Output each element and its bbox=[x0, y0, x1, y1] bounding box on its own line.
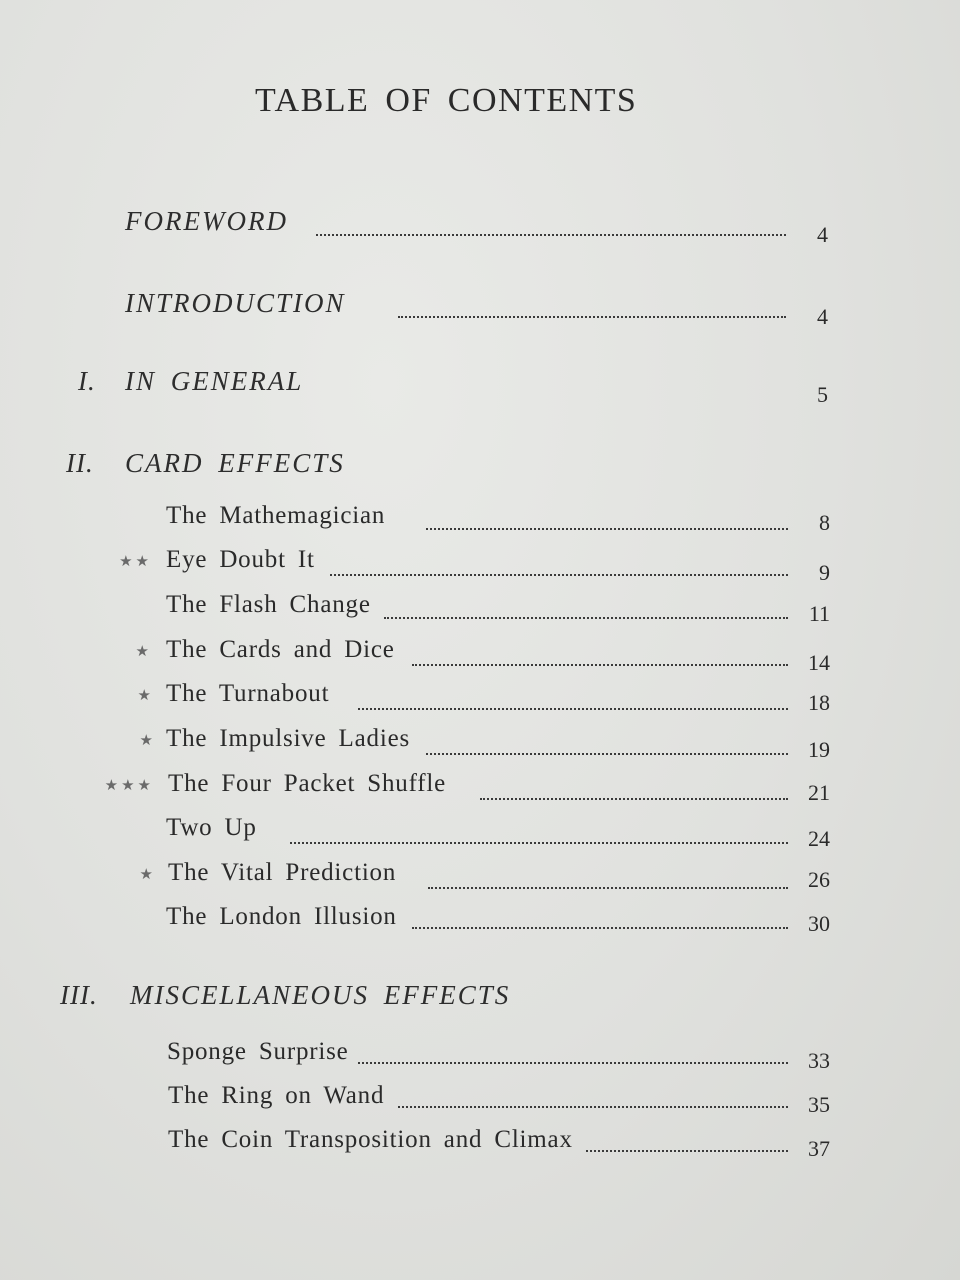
page-number: 26 bbox=[808, 867, 830, 892]
difficulty-stars: ★ bbox=[135, 644, 152, 660]
page-number: 30 bbox=[808, 911, 830, 936]
toc-section-card-effects bbox=[0, 448, 960, 488]
dot-leader bbox=[330, 574, 788, 576]
page-number: 8 bbox=[819, 510, 830, 535]
toc-entry bbox=[0, 680, 960, 720]
section-numeral: II. bbox=[66, 448, 94, 478]
toc-entry bbox=[0, 814, 960, 854]
entry-label: The Four Packet Shuffle bbox=[168, 770, 447, 797]
page-number: 5 bbox=[817, 382, 828, 407]
entry-label: Sponge Surprise bbox=[167, 1038, 349, 1065]
toc-entry bbox=[0, 1082, 960, 1122]
page-number: 4 bbox=[817, 222, 828, 247]
page-number: 24 bbox=[808, 826, 830, 851]
page-number: 9 bbox=[819, 560, 830, 585]
dot-leader bbox=[480, 798, 788, 800]
toc-entry bbox=[0, 859, 960, 899]
dot-leader bbox=[398, 316, 786, 318]
entry-label: The Vital Prediction bbox=[168, 859, 397, 886]
toc-entry bbox=[0, 903, 960, 943]
entry-label: The London Illusion bbox=[166, 903, 397, 930]
dot-leader bbox=[426, 753, 788, 755]
entry-label: The Coin Transposition and Climax bbox=[168, 1126, 573, 1153]
toc-entry bbox=[0, 1126, 960, 1166]
dot-leader bbox=[412, 927, 788, 929]
dot-leader bbox=[384, 617, 788, 619]
dot-leader bbox=[426, 528, 788, 530]
entry-label: The Mathemagician bbox=[166, 502, 386, 529]
entry-label: The Ring on Wand bbox=[168, 1082, 385, 1109]
difficulty-stars: ★★★ bbox=[104, 778, 154, 794]
difficulty-stars: ★ bbox=[139, 733, 156, 749]
page-number: 19 bbox=[808, 737, 830, 762]
section-label: MISCELLANEOUS EFFECTS bbox=[130, 980, 511, 1010]
toc-label: FOREWORD bbox=[125, 206, 288, 236]
page-title: TABLE OF CONTENTS bbox=[255, 82, 638, 119]
page-number: 21 bbox=[808, 780, 830, 805]
entry-label: The Flash Change bbox=[166, 591, 371, 618]
dot-leader bbox=[290, 842, 788, 844]
page-number: 37 bbox=[808, 1136, 830, 1161]
dot-leader bbox=[428, 887, 788, 889]
page-number: 11 bbox=[808, 601, 830, 626]
toc-entry bbox=[0, 1038, 960, 1078]
dot-leader bbox=[412, 664, 788, 666]
toc-section-in-general bbox=[0, 366, 960, 406]
toc-entry bbox=[0, 725, 960, 765]
toc-section-miscellaneous-effects bbox=[0, 980, 960, 1020]
dot-leader bbox=[586, 1150, 788, 1152]
dot-leader bbox=[398, 1106, 788, 1108]
difficulty-stars: ★ bbox=[139, 867, 156, 883]
difficulty-stars: ★★ bbox=[119, 554, 152, 570]
entry-label: The Cards and Dice bbox=[166, 636, 395, 663]
toc-entry bbox=[0, 636, 960, 676]
dot-leader bbox=[358, 708, 788, 710]
entry-label: Two Up bbox=[166, 814, 257, 841]
section-numeral: I. bbox=[78, 366, 96, 396]
section-numeral: III. bbox=[60, 980, 98, 1010]
toc-entry bbox=[0, 502, 960, 542]
page-number: 4 bbox=[817, 304, 828, 329]
entry-label: The Turnabout bbox=[166, 680, 330, 707]
toc-row-introduction bbox=[0, 288, 960, 328]
entry-label: Eye Doubt It bbox=[166, 546, 315, 573]
toc-entry bbox=[0, 546, 960, 586]
entry-label: The Impulsive Ladies bbox=[166, 725, 410, 752]
toc-entry bbox=[0, 591, 960, 631]
difficulty-stars: ★ bbox=[137, 688, 154, 704]
section-label: CARD EFFECTS bbox=[125, 448, 345, 478]
page-number: 35 bbox=[808, 1092, 830, 1117]
dot-leader bbox=[316, 234, 786, 236]
toc-row-foreword bbox=[0, 206, 960, 246]
section-label: IN GENERAL bbox=[125, 366, 304, 396]
toc-label: INTRODUCTION bbox=[125, 288, 346, 318]
toc-entry bbox=[0, 770, 960, 810]
page-number: 33 bbox=[808, 1048, 830, 1073]
page-number: 18 bbox=[808, 690, 830, 715]
page-number: 14 bbox=[808, 650, 830, 675]
dot-leader bbox=[358, 1062, 788, 1064]
